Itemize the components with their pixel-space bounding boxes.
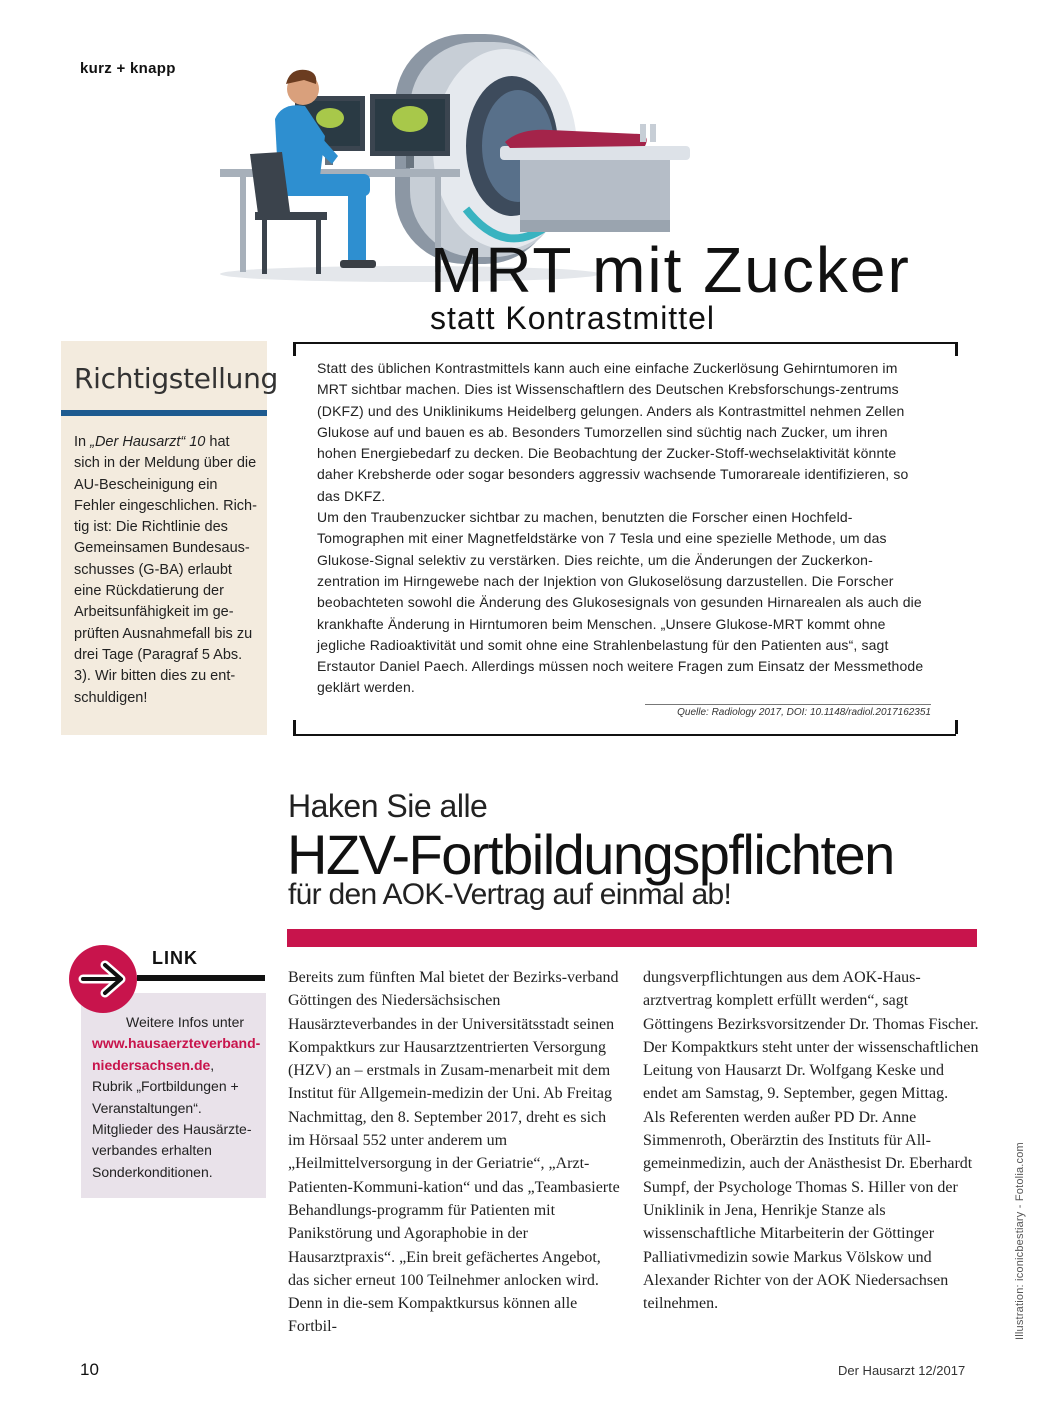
article-paragraph: Um den Traubenzucker sichtbar zu machen, benutzten die Forscher einen Hochfeld-Tomographen mit einer Magnetfeldstärke von 7 Tesla und eine spezielle Methode, um das Glukose-Signal selektiv zu verstärken. Dies reichte, um die Änderungen der Zuckerkon-zentration im Hirngewebe nach der Injektion von Glukoselösung darzustellen. Die Forscher beobachteten sowohl die Änderung des Glukosesignals von gesunden Hirnarealen als auch die krankhafte Änderung in Hirntumoren beim Menschen. „Unsere Glukose-MRT kommt ohne jegliche Radioaktivität und somit ohne eine Strahlenbelastung für den Patienten aus“, sagt Erstautor Daniel Paech. Allerdings müssen noch weitere Fragen zum Einsatz der Messmethode geklärt werden. (317, 509, 924, 696)
hzv-paragraph: Als Referenten werden außer PD Dr. Anne Simmenroth, Oberärztin des Instituts für All-gemeinmedizin, auch der Anästhesist Dr. Eberhardt Sumpf, der Psychologe Thomas S. Hiller von der Uniklinik in Jena, Henrikje Stanze als wissenschaftliche Mitarbeiterin der Göttinger Palliativmedizin sowie Markus Völskow und Alexander Richter von der AOK Niedersachsen teilnehmen. (643, 1108, 973, 1313)
correction-title: Richtigstellung (74, 362, 279, 395)
article-paragraph: Statt des üblichen Kontrastmittels kann auch eine einfache Zuckerlösung Gehirntumoren im MRT sichtbar machen. Dies ist Wissenschaftlern des Deutschen Krebsforschungs-zentrums (DKFZ) und des Uniklinikums Heidelberg gelungen. Anders als Kontrastmittel nehmen Zellen Glukose auf und bauen es ab. Besonders Tumorzellen sind süchtig nach Zucker, um ihren hohen Energiebedarf zu decken. Die Beobachtung der Zucker-Stoff-wechselaktivität könnte daher Krebsherde oder sogar besonders aggressiv wachsende Tumorareale identifizieren, so das DKFZ. (317, 360, 909, 504)
article-body (317, 358, 929, 699)
article-headline: MRT mit Zucker (430, 234, 911, 306)
bracket-bottom-line (293, 734, 956, 736)
hzv-subtitle: für den AOK-Vertrag auf einmal ab! (288, 878, 732, 911)
illustration-credit: Illustration: iconicbestiary - Fotolia.com (1014, 1142, 1026, 1340)
hzv-title: HZV-Fortbildungspflichten (287, 823, 894, 886)
page-number: 10 (80, 1360, 99, 1379)
hzv-column-1: Bereits zum fünften Mal bietet der Bezirks-verband Göttingen des Niedersächsischen Hausärzteverbandes in der Universitätsstadt seinen Kompaktkurs zur Hausarztzentrierten Versorgung (HZV) an – erstmals in Zusam-menarbeit mit dem Institut für Allgemein-medizin der Uni. Ab Freitag Nachmittag, den 8. September 2017, dreht es sich im Hörsaal 552 unter anderem um „Heilmittelversorgung in der Geriatrie“, „Arzt-Patienten-Kommuni-kation“ und das „Teambasierte Behandlungs-programm für Patienten mit Panikstörung und Agoraphobie in der Hausarztpraxis“. „Ein breit gefächertes Angebot, das sicher erneut 100 Teilnehmer anlocken wird. Denn in die-sem Kompaktkursus können alle Fortbil- (288, 969, 620, 1336)
arrow-right-icon (69, 945, 137, 1013)
link-divider (137, 975, 265, 981)
link-url[interactable]: www.hausaerzteverband-niedersachsen.de (92, 1035, 261, 1073)
link-label: LINK (152, 948, 198, 968)
article-subheadline: statt Kontrastmittel (430, 300, 715, 336)
source-citation: Quelle: Radiology 2017, DOI: 10.1148/radiol.2017162351 (677, 707, 931, 718)
section-label: kurz + knapp (80, 60, 176, 77)
hzv-column-2 (643, 966, 979, 1315)
bracket-top-left (293, 342, 296, 356)
bracket-top-line (293, 342, 956, 344)
hzv-pretitle: Haken Sie alle (288, 788, 488, 824)
link-text: Weitere Infos unter www.hausaerzteverband-niedersachsen.de, Rubrik „Fortbildungen + Veranstaltungen“. Mitglieder des Hausärzte-verbandes erhalten Sonderkonditionen. (92, 1014, 261, 1180)
bracket-bottom-left (293, 720, 296, 734)
correction-text: In „Der Hausarzt“ 10 hat sich in der Meldung über die AU-Bescheinigung ein Fehler eingeschlichen. Rich-tig ist: Die Richtlinie des Gemeinsamen Bundesaus-schusses (G-BA) erlaubt eine Rückdatierung der Arbeitsunfähigkeit im ge-prüften Ausnahmefall bis zu drei Tage (Paragraf 5 Abs. 3). Wir bitten dies zu ent-schuldigen! (74, 434, 257, 706)
publication-info: Der Hausarzt 12/2017 (838, 1363, 966, 1378)
hzv-accent-bar (287, 929, 977, 947)
correction-divider (61, 410, 267, 416)
bracket-top-right (955, 342, 958, 356)
bracket-bottom-right (955, 720, 958, 734)
source-divider (645, 704, 931, 705)
link-badge (69, 945, 137, 1013)
hzv-paragraph: dungsverpflichtungen aus dem AOK-Haus-arztvertrag komplett erfüllt werden“, sagt Göttingens Bezirksvorsitzender Dr. Thomas Fischer. Der Kompaktkurs steht unter der wissenschaftlichen Leitung von Hausarzt Dr. Wolfgang Keske und endet am Samstag, 9. September, gegen Mittag. (643, 969, 979, 1103)
